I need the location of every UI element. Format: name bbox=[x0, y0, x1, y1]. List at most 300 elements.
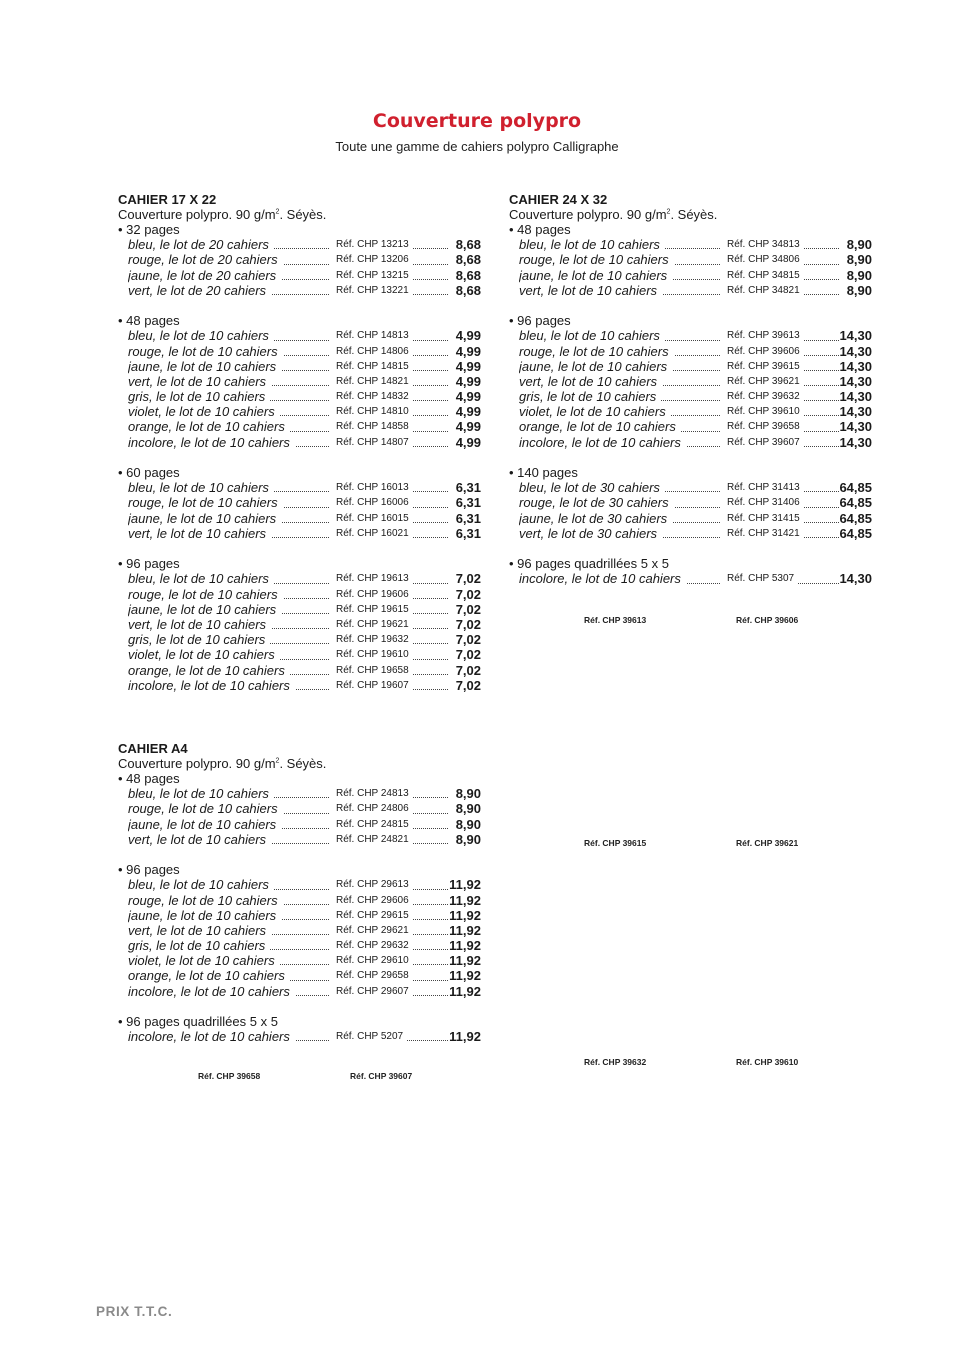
product-description-text: vert, le lot de 10 cahiers bbox=[128, 923, 271, 938]
product-row bbox=[118, 237, 482, 252]
product-price: 6,31 bbox=[455, 480, 481, 496]
product-reference bbox=[336, 252, 450, 267]
product-description-text: vert, le lot de 10 cahiers bbox=[128, 832, 271, 847]
product-row bbox=[118, 801, 482, 816]
product-row bbox=[509, 328, 873, 343]
page-count-group bbox=[509, 465, 873, 541]
product-reference-text: Réf. CHP 16006 bbox=[336, 497, 412, 508]
photo-caption: Réf. CHP 39606 bbox=[736, 615, 799, 625]
product-price: 8,90 bbox=[455, 831, 481, 847]
product-description-text: orange, le lot de 10 cahiers bbox=[128, 663, 290, 678]
product-description bbox=[128, 663, 333, 678]
product-reference-text: Réf. CHP 13215 bbox=[336, 270, 412, 281]
product-reference bbox=[336, 237, 450, 252]
photo-caption: Réf. CHP 39632 bbox=[584, 1057, 647, 1067]
product-price: 4,99 bbox=[455, 373, 481, 389]
group-heading: • 96 pages bbox=[118, 556, 180, 572]
product-row bbox=[118, 389, 482, 404]
product-description bbox=[128, 252, 333, 267]
product-description bbox=[128, 953, 333, 968]
product-reference-text: Réf. CHP 39610 bbox=[727, 406, 803, 417]
product-description-text: rouge, le lot de 10 cahiers bbox=[128, 801, 283, 816]
product-description bbox=[519, 344, 724, 359]
product-description bbox=[519, 511, 724, 526]
product-reference-text: Réf. CHP 19632 bbox=[336, 634, 412, 645]
product-description bbox=[128, 1029, 333, 1044]
product-row bbox=[118, 786, 482, 801]
group-heading: • 96 pages bbox=[118, 862, 180, 878]
product-price: 11,92 bbox=[449, 907, 481, 923]
page-count-group bbox=[118, 222, 482, 298]
product-reference-text: Réf. CHP 31421 bbox=[727, 528, 803, 539]
product-description-text: incolore, le lot de 10 cahiers bbox=[128, 1029, 295, 1044]
product-reference-text: Réf. CHP 29610 bbox=[336, 955, 412, 966]
product-reference-text: Réf. CHP 31415 bbox=[727, 513, 803, 524]
product-row bbox=[509, 359, 873, 374]
product-reference bbox=[727, 389, 841, 404]
product-description-text: jaune, le lot de 10 cahiers bbox=[128, 359, 281, 374]
product-row bbox=[509, 511, 873, 526]
product-price: 64,85 bbox=[839, 525, 872, 541]
page-count-group bbox=[118, 862, 482, 999]
product-reference-text: Réf. CHP 14858 bbox=[336, 421, 412, 432]
product-price: 6,31 bbox=[455, 510, 481, 526]
product-reference-text: Réf. CHP 39613 bbox=[727, 330, 803, 341]
product-description bbox=[128, 389, 333, 404]
product-description bbox=[519, 480, 724, 495]
product-row bbox=[509, 389, 873, 404]
product-reference bbox=[727, 526, 841, 541]
product-description bbox=[128, 571, 333, 586]
product-description bbox=[128, 237, 333, 252]
product-reference-text: Réf. CHP 19607 bbox=[336, 680, 412, 691]
group-heading: • 96 pages quadrillées 5 x 5 bbox=[509, 556, 669, 572]
product-row bbox=[118, 602, 482, 617]
product-price: 8,68 bbox=[455, 252, 481, 268]
product-reference bbox=[336, 328, 450, 343]
product-reference bbox=[727, 252, 841, 267]
product-description bbox=[128, 435, 333, 450]
page-count-group bbox=[118, 313, 482, 450]
product-reference bbox=[727, 419, 841, 434]
product-reference bbox=[336, 389, 450, 404]
product-price: 11,92 bbox=[449, 922, 481, 938]
product-row bbox=[118, 526, 482, 541]
product-row bbox=[118, 404, 482, 419]
product-row bbox=[118, 419, 482, 434]
page-count-group bbox=[118, 465, 482, 541]
product-price: 7,02 bbox=[455, 616, 481, 632]
product-reference bbox=[336, 953, 450, 968]
product-price: 11,92 bbox=[449, 1029, 481, 1045]
group-heading: • 96 pages bbox=[509, 313, 571, 329]
group-heading: • 60 pages bbox=[118, 465, 180, 481]
product-description bbox=[128, 877, 333, 892]
product-reference-text: Réf. CHP 16015 bbox=[336, 513, 412, 524]
product-reference-text: Réf. CHP 19615 bbox=[336, 604, 412, 615]
page-count-group bbox=[509, 313, 873, 450]
product-reference-text: Réf. CHP 34815 bbox=[727, 270, 803, 281]
description-superscript: 2 bbox=[275, 208, 280, 216]
product-reference bbox=[336, 923, 450, 938]
product-description-text: vert, le lot de 10 cahiers bbox=[128, 374, 271, 389]
section-cahier-a4 bbox=[118, 741, 482, 1060]
product-description bbox=[128, 587, 333, 602]
product-reference bbox=[336, 268, 450, 283]
product-description-text: bleu, le lot de 10 cahiers bbox=[519, 237, 665, 252]
product-description-text: jaune, le lot de 30 cahiers bbox=[519, 511, 672, 526]
product-row bbox=[509, 526, 873, 541]
product-reference bbox=[336, 786, 450, 801]
product-reference bbox=[336, 938, 450, 953]
page-count-group bbox=[509, 222, 873, 298]
product-row bbox=[118, 953, 482, 968]
page-count-group bbox=[509, 556, 873, 586]
product-description bbox=[128, 328, 333, 343]
product-reference-text: Réf. CHP 34813 bbox=[727, 239, 803, 250]
product-price: 8,68 bbox=[455, 237, 481, 253]
product-reference-text: Réf. CHP 24813 bbox=[336, 788, 412, 799]
product-reference bbox=[727, 344, 841, 359]
product-row bbox=[118, 647, 482, 662]
product-reference bbox=[336, 1029, 450, 1044]
product-description-text: incolore, le lot de 10 cahiers bbox=[128, 435, 295, 450]
group-heading: • 96 pages quadrillées 5 x 5 bbox=[118, 1014, 278, 1030]
price-footer-label: PRIX T.T.C. bbox=[96, 1304, 173, 1319]
product-reference-text: Réf. CHP 29658 bbox=[336, 970, 412, 981]
product-row bbox=[118, 678, 482, 693]
product-description bbox=[128, 359, 333, 374]
page-title: Couverture polypro bbox=[372, 110, 582, 132]
product-reference bbox=[336, 893, 450, 908]
product-reference-text: Réf. CHP 13213 bbox=[336, 239, 412, 250]
product-price: 7,02 bbox=[455, 647, 481, 663]
product-row bbox=[118, 938, 482, 953]
product-description bbox=[128, 511, 333, 526]
product-description-text: jaune, le lot de 10 cahiers bbox=[519, 359, 672, 374]
product-description-text: rouge, le lot de 10 cahiers bbox=[128, 587, 283, 602]
product-reference-text: Réf. CHP 14815 bbox=[336, 361, 412, 372]
product-reference-text: Réf. CHP 14810 bbox=[336, 406, 412, 417]
product-reference bbox=[336, 480, 450, 495]
product-reference bbox=[336, 374, 450, 389]
section-cahier-17x22 bbox=[118, 192, 482, 708]
photo-caption: Réf. CHP 39658 bbox=[198, 1071, 261, 1081]
product-description-text: jaune, le lot de 20 cahiers bbox=[128, 268, 281, 283]
product-description-text: vert, le lot de 10 cahiers bbox=[128, 526, 271, 541]
product-description-text: incolore, le lot de 10 cahiers bbox=[128, 678, 295, 693]
product-reference bbox=[336, 632, 450, 647]
product-description-text: rouge, le lot de 10 cahiers bbox=[128, 893, 283, 908]
product-description bbox=[519, 237, 724, 252]
product-row bbox=[118, 877, 482, 892]
product-price: 11,92 bbox=[449, 877, 481, 893]
photo-caption: Réf. CHP 39615 bbox=[584, 838, 647, 848]
product-row bbox=[509, 495, 873, 510]
product-description bbox=[519, 268, 724, 283]
product-reference bbox=[336, 283, 450, 298]
product-description-text: jaune, le lot de 10 cahiers bbox=[128, 602, 281, 617]
product-row bbox=[509, 268, 873, 283]
product-description-text: rouge, le lot de 20 cahiers bbox=[128, 252, 283, 267]
product-reference-text: Réf. CHP 5307 bbox=[727, 573, 797, 584]
product-description-text: jaune, le lot de 10 cahiers bbox=[519, 268, 672, 283]
product-description-text: jaune, le lot de 10 cahiers bbox=[128, 511, 281, 526]
product-description-text: gris, le lot de 10 cahiers bbox=[128, 632, 270, 647]
product-row bbox=[509, 252, 873, 267]
product-price: 11,92 bbox=[449, 983, 481, 999]
product-reference bbox=[336, 678, 450, 693]
product-reference bbox=[727, 480, 841, 495]
page-count-group bbox=[118, 771, 482, 847]
product-reference-text: Réf. CHP 39615 bbox=[727, 361, 803, 372]
product-row bbox=[118, 617, 482, 632]
product-price: 14,30 bbox=[839, 434, 872, 450]
product-price: 11,92 bbox=[449, 938, 481, 954]
product-description-text: orange, le lot de 10 cahiers bbox=[519, 419, 681, 434]
product-price: 8,90 bbox=[846, 237, 872, 253]
product-description-text: jaune, le lot de 10 cahiers bbox=[128, 817, 281, 832]
product-reference bbox=[336, 344, 450, 359]
page-subtitle: Toute une gamme de cahiers polypro Calligraphe bbox=[335, 139, 619, 154]
product-reference-text: Réf. CHP 16021 bbox=[336, 528, 412, 539]
product-description-text: violet, le lot de 10 cahiers bbox=[519, 404, 671, 419]
section-cahier-24x32 bbox=[509, 192, 873, 602]
product-price: 14,30 bbox=[839, 373, 872, 389]
product-description-text: violet, le lot de 10 cahiers bbox=[128, 404, 280, 419]
product-reference-text: Réf. CHP 14832 bbox=[336, 391, 412, 402]
product-row bbox=[509, 374, 873, 389]
product-price: 8,90 bbox=[846, 267, 872, 283]
product-price: 14,30 bbox=[839, 404, 872, 420]
product-price: 14,30 bbox=[839, 419, 872, 435]
product-price: 7,02 bbox=[455, 586, 481, 602]
product-description bbox=[128, 344, 333, 359]
product-price: 8,68 bbox=[455, 282, 481, 298]
product-price: 6,31 bbox=[455, 525, 481, 541]
product-description bbox=[128, 893, 333, 908]
product-price: 14,30 bbox=[839, 328, 872, 344]
product-description-text: orange, le lot de 10 cahiers bbox=[128, 968, 290, 983]
section-description bbox=[118, 207, 482, 222]
product-row bbox=[118, 252, 482, 267]
product-description bbox=[128, 968, 333, 983]
product-reference bbox=[727, 495, 841, 510]
product-price: 4,99 bbox=[455, 434, 481, 450]
product-description bbox=[519, 526, 724, 541]
product-description-text: gris, le lot de 10 cahiers bbox=[128, 389, 270, 404]
product-description-text: rouge, le lot de 10 cahiers bbox=[519, 252, 674, 267]
product-price: 14,30 bbox=[839, 571, 872, 587]
product-reference-text: Réf. CHP 13221 bbox=[336, 285, 412, 296]
product-description-text: vert, le lot de 10 cahiers bbox=[519, 374, 662, 389]
product-row bbox=[118, 984, 482, 999]
photo-caption: Réf. CHP 39613 bbox=[584, 615, 647, 625]
product-reference-text: Réf. CHP 16013 bbox=[336, 482, 412, 493]
product-description bbox=[128, 801, 333, 816]
product-reference-text: Réf. CHP 14807 bbox=[336, 437, 412, 448]
product-description bbox=[128, 923, 333, 938]
product-description bbox=[128, 938, 333, 953]
product-price: 7,02 bbox=[455, 632, 481, 648]
product-reference-text: Réf. CHP 29621 bbox=[336, 925, 412, 936]
product-description bbox=[128, 268, 333, 283]
product-reference bbox=[336, 877, 450, 892]
product-row bbox=[118, 1029, 482, 1044]
product-reference-text: Réf. CHP 13206 bbox=[336, 254, 412, 265]
product-row bbox=[509, 571, 873, 586]
product-reference-text: Réf. CHP 19606 bbox=[336, 589, 412, 600]
product-description bbox=[128, 526, 333, 541]
product-description bbox=[128, 404, 333, 419]
product-reference bbox=[336, 435, 450, 450]
page-count-group bbox=[118, 556, 482, 693]
product-row bbox=[118, 268, 482, 283]
product-row bbox=[118, 344, 482, 359]
description-superscript: 2 bbox=[666, 208, 671, 216]
product-row bbox=[509, 237, 873, 252]
product-reference bbox=[336, 908, 450, 923]
product-reference bbox=[336, 526, 450, 541]
product-row bbox=[509, 435, 873, 450]
product-reference-text: Réf. CHP 24821 bbox=[336, 834, 412, 845]
product-price: 11,92 bbox=[449, 953, 481, 969]
product-description bbox=[128, 283, 333, 298]
product-description bbox=[128, 678, 333, 693]
product-description bbox=[128, 832, 333, 847]
product-price: 8,90 bbox=[455, 816, 481, 832]
product-reference-text: Réf. CHP 39658 bbox=[727, 421, 803, 432]
product-description bbox=[519, 571, 724, 586]
product-price: 7,02 bbox=[455, 571, 481, 587]
product-description-text: orange, le lot de 10 cahiers bbox=[128, 419, 290, 434]
product-reference bbox=[336, 404, 450, 419]
product-row bbox=[118, 893, 482, 908]
product-description-text: rouge, le lot de 10 cahiers bbox=[128, 344, 283, 359]
product-price: 11,92 bbox=[449, 968, 481, 984]
product-description bbox=[519, 435, 724, 450]
product-reference-text: Réf. CHP 39632 bbox=[727, 391, 803, 402]
product-reference bbox=[336, 968, 450, 983]
section-description bbox=[118, 756, 482, 771]
product-reference bbox=[727, 435, 841, 450]
product-row bbox=[118, 511, 482, 526]
product-description bbox=[128, 602, 333, 617]
product-description-text: incolore, le lot de 10 cahiers bbox=[128, 984, 295, 999]
product-reference-text: Réf. CHP 29613 bbox=[336, 879, 412, 890]
product-description-text: bleu, le lot de 10 cahiers bbox=[128, 877, 274, 892]
product-reference-text: Réf. CHP 34821 bbox=[727, 285, 803, 296]
group-heading: • 32 pages bbox=[118, 222, 180, 237]
product-description-text: vert, le lot de 30 cahiers bbox=[519, 526, 662, 541]
product-description bbox=[519, 359, 724, 374]
product-description-text: jaune, le lot de 10 cahiers bbox=[128, 908, 281, 923]
product-row bbox=[509, 404, 873, 419]
product-reference-text: Réf. CHP 39621 bbox=[727, 376, 803, 387]
product-row bbox=[118, 283, 482, 298]
product-reference-text: Réf. CHP 5207 bbox=[336, 1031, 406, 1042]
description-text: . Séyès. bbox=[279, 756, 327, 771]
product-description bbox=[519, 374, 724, 389]
product-reference-text: Réf. CHP 31413 bbox=[727, 482, 803, 493]
section-title: CAHIER 24 X 32 bbox=[509, 192, 608, 207]
product-reference bbox=[727, 511, 841, 526]
product-reference bbox=[336, 419, 450, 434]
product-price: 7,02 bbox=[455, 677, 481, 693]
group-heading: • 48 pages bbox=[118, 771, 180, 786]
product-price: 8,90 bbox=[455, 801, 481, 817]
product-description bbox=[519, 495, 724, 510]
product-description-text: rouge, le lot de 30 cahiers bbox=[519, 495, 674, 510]
section-description bbox=[509, 207, 873, 222]
product-description-text: rouge, le lot de 10 cahiers bbox=[128, 495, 283, 510]
product-reference-text: Réf. CHP 34806 bbox=[727, 254, 803, 265]
product-description-text: incolore, le lot de 10 cahiers bbox=[519, 435, 686, 450]
product-description-text: bleu, le lot de 10 cahiers bbox=[128, 786, 274, 801]
product-reference-text: Réf. CHP 14806 bbox=[336, 346, 412, 357]
product-price: 14,30 bbox=[839, 358, 872, 374]
product-description-text: gris, le lot de 10 cahiers bbox=[128, 938, 270, 953]
product-price: 8,90 bbox=[846, 252, 872, 268]
product-description-text: bleu, le lot de 10 cahiers bbox=[519, 328, 665, 343]
product-reference bbox=[336, 359, 450, 374]
product-reference-text: Réf. CHP 14813 bbox=[336, 330, 412, 341]
product-description bbox=[128, 984, 333, 999]
product-description bbox=[128, 495, 333, 510]
product-row bbox=[118, 632, 482, 647]
product-description-text: bleu, le lot de 20 cahiers bbox=[128, 237, 274, 252]
description-text: Couverture polypro. 90 g/m bbox=[118, 756, 276, 771]
product-price: 4,99 bbox=[455, 389, 481, 405]
product-price: 64,85 bbox=[839, 510, 872, 526]
product-description bbox=[519, 404, 724, 419]
product-reference-text: Réf. CHP 19610 bbox=[336, 649, 412, 660]
product-reference bbox=[336, 602, 450, 617]
product-description bbox=[519, 419, 724, 434]
description-text: . Séyès. bbox=[670, 207, 718, 222]
product-reference-text: Réf. CHP 29615 bbox=[336, 910, 412, 921]
product-row bbox=[118, 817, 482, 832]
product-reference bbox=[727, 359, 841, 374]
product-description-text: bleu, le lot de 10 cahiers bbox=[128, 571, 274, 586]
product-description-text: bleu, le lot de 10 cahiers bbox=[128, 480, 274, 495]
product-row bbox=[118, 495, 482, 510]
photo-caption: Réf. CHP 39610 bbox=[736, 1057, 799, 1067]
product-description-text: vert, le lot de 10 cahiers bbox=[128, 617, 271, 632]
photo-caption: Réf. CHP 39621 bbox=[736, 838, 799, 848]
product-reference-text: Réf. CHP 29606 bbox=[336, 895, 412, 906]
product-description-text: bleu, le lot de 10 cahiers bbox=[128, 328, 274, 343]
product-row bbox=[509, 283, 873, 298]
product-description bbox=[128, 374, 333, 389]
product-row bbox=[118, 571, 482, 586]
product-description bbox=[128, 786, 333, 801]
description-superscript: 2 bbox=[275, 757, 280, 765]
product-reference-text: Réf. CHP 24815 bbox=[336, 819, 412, 830]
section-title: CAHIER A4 bbox=[118, 741, 188, 756]
product-description bbox=[519, 328, 724, 343]
product-reference bbox=[727, 374, 841, 389]
product-reference bbox=[727, 571, 841, 586]
product-reference-text: Réf. CHP 19658 bbox=[336, 665, 412, 676]
product-row bbox=[118, 435, 482, 450]
product-reference-text: Réf. CHP 24806 bbox=[336, 803, 412, 814]
group-heading: • 48 pages bbox=[509, 222, 571, 237]
product-price: 4,99 bbox=[455, 404, 481, 420]
product-reference bbox=[727, 283, 841, 298]
product-reference bbox=[336, 817, 450, 832]
product-price: 64,85 bbox=[839, 480, 872, 496]
